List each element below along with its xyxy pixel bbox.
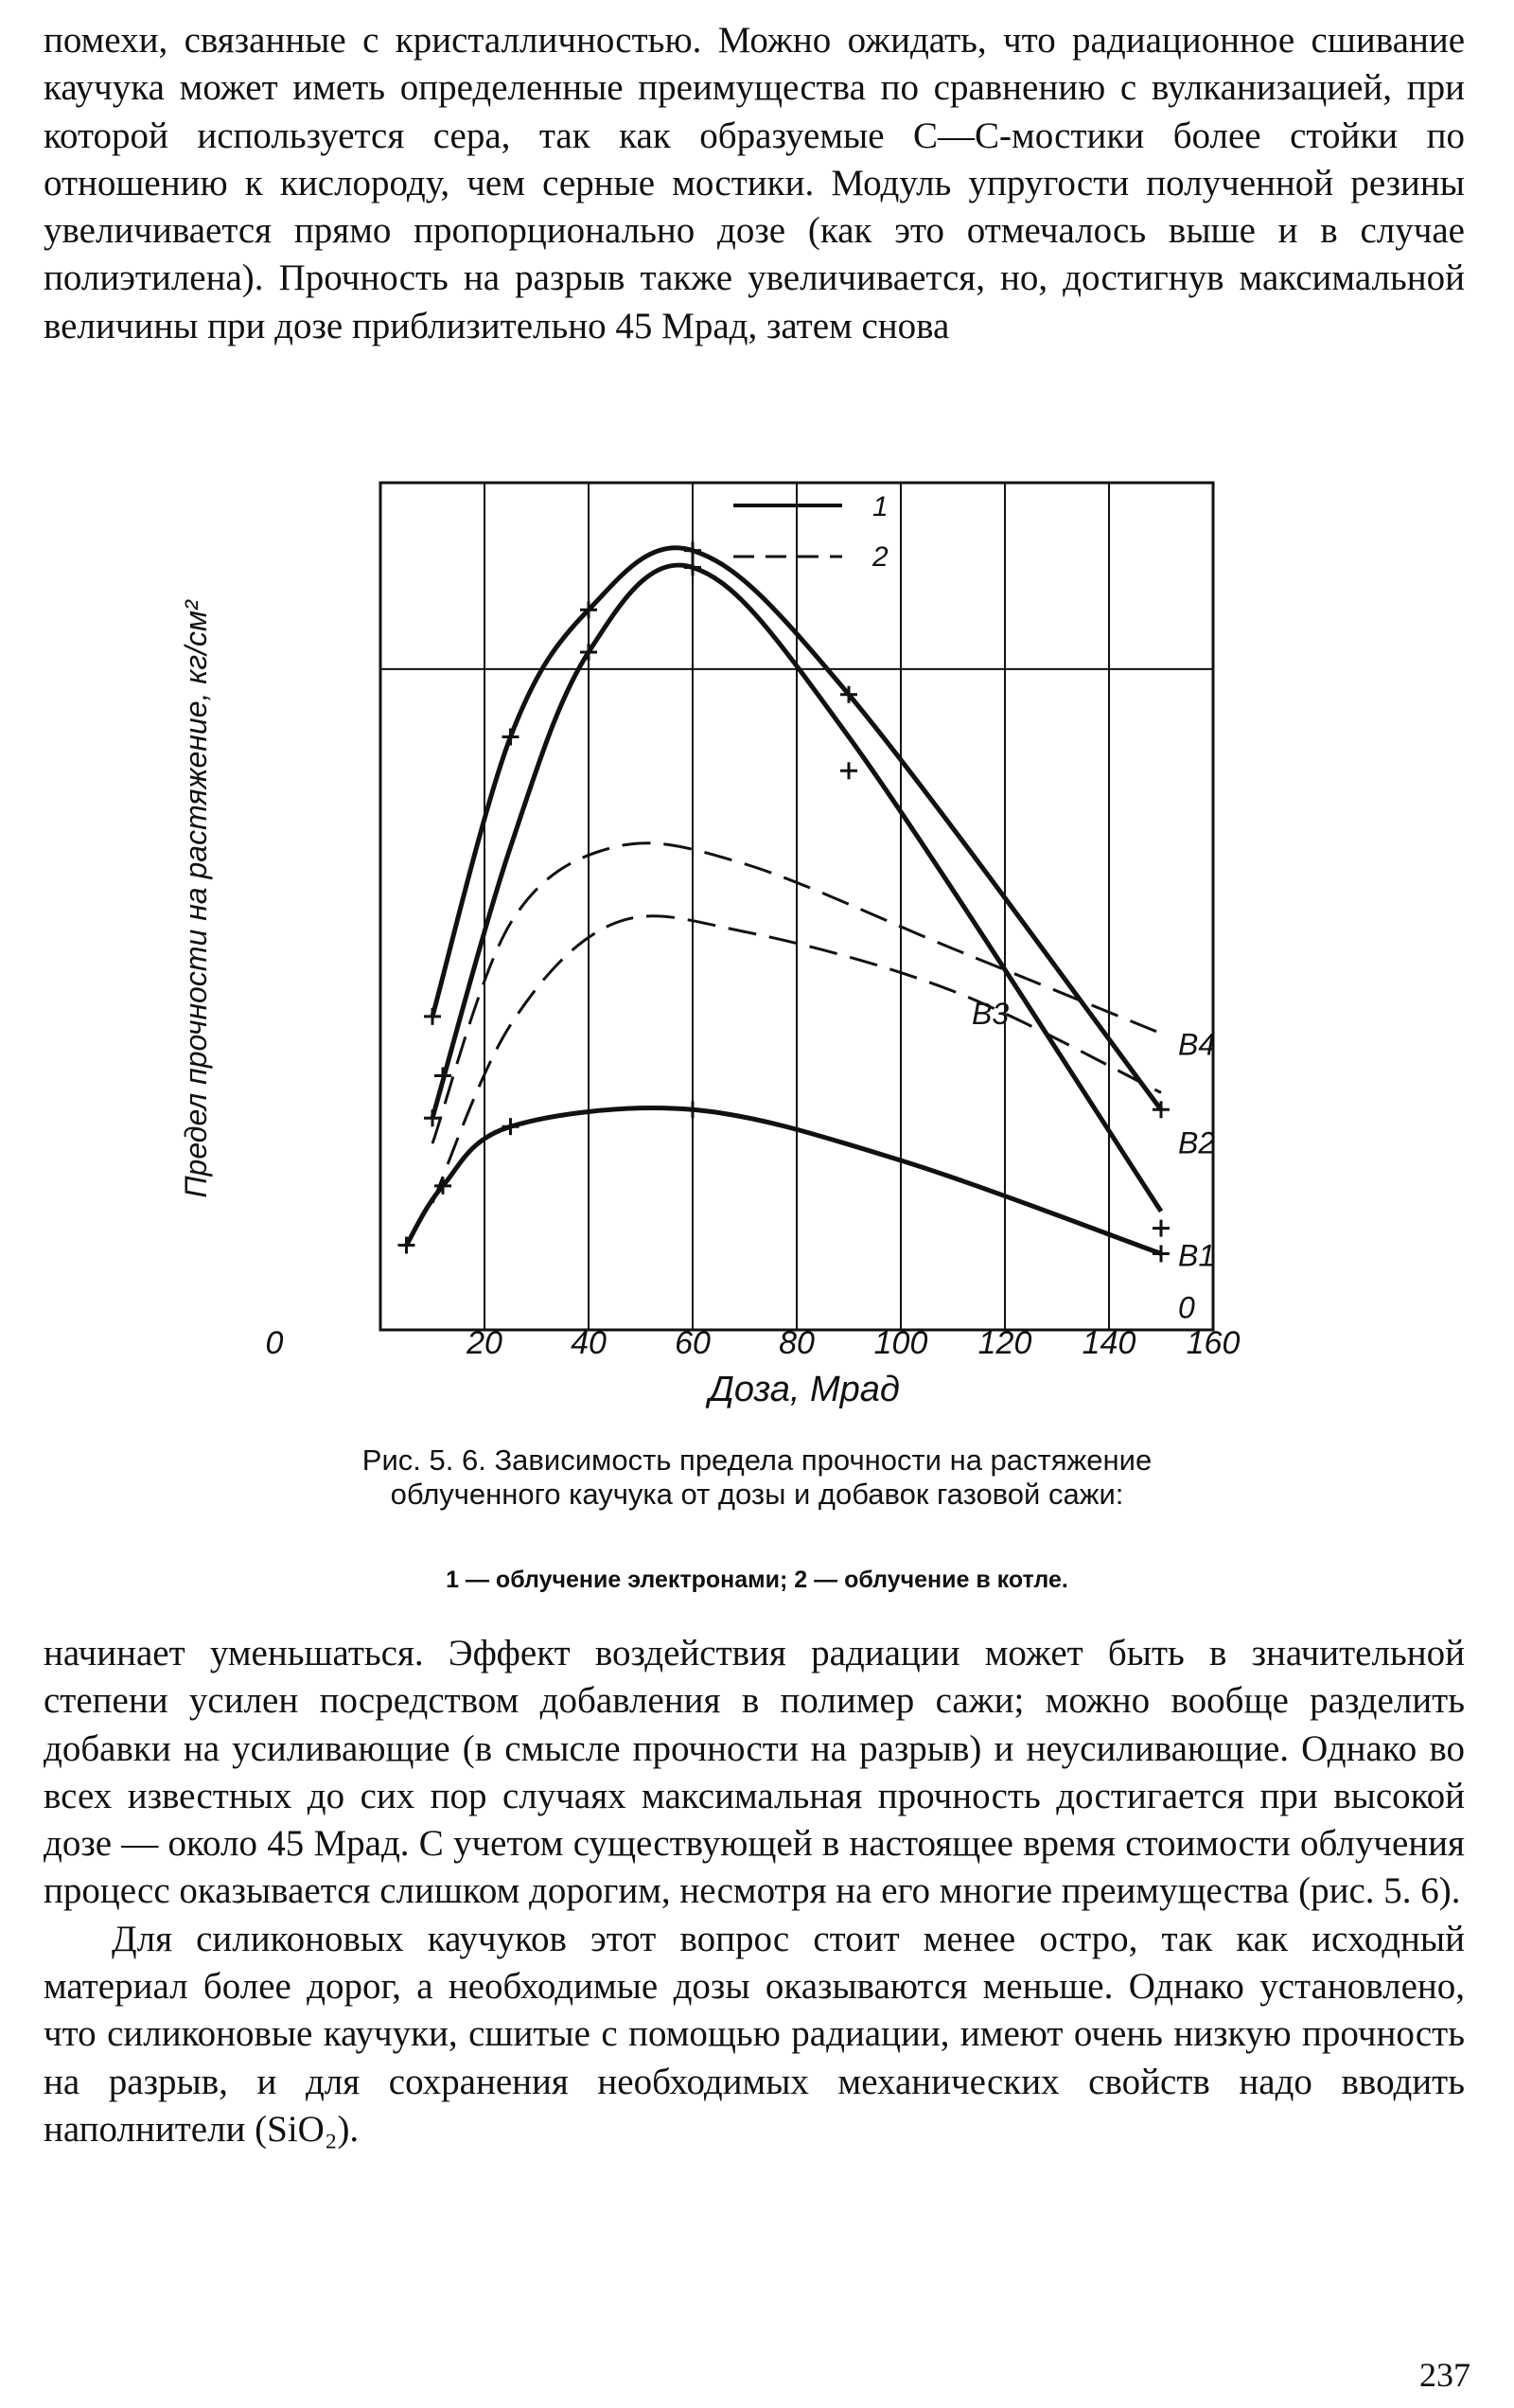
data-marker [502, 1118, 519, 1135]
paragraph-bottom: Для силиконовых каучуков этот вопрос стоит менее остро, так как исходный материал более дорог, а необходимые дозы оказываются меньше. Однако установлено, что силиконовые каучуки, сшитые с помощью радиации, имеют очень низкую прочность на разрыв, и для сохранения необходимых механических свойств надо вводить наполнители (SiO₂). [44, 1918, 1465, 2150]
data-marker [502, 729, 519, 746]
series-label-0: 0 [1178, 1290, 1195, 1325]
paragraph-top: помехи, связанные с кристалличностью. Можно ожидать, что радиационное сшивание каучука может иметь определенные преимущества по сравнению с вулканизацией, при которой используется сера, так как образуемые С—С-мостики более стойки по отношению к кислороду, чем серные мостики. Модуль упругости полученной резины увеличивается прямо пропорционально дозе (как это отмечалось выше и в случае полиэтилена). Прочность на разрыв также увеличивается, но, достигнув максимальной величины при дозе приблизительно 45 Мрад, затем снова [44, 20, 1465, 346]
paragraph-middle [44, 1630, 1465, 2153]
data-marker [424, 1008, 441, 1025]
x-tick-label: 100 [873, 1325, 928, 1361]
tensile-strength-chart [179, 464, 1277, 1410]
series-label-b1: B1 [1178, 1238, 1216, 1273]
chart-series [407, 548, 1162, 1254]
data-marker [1153, 1245, 1170, 1262]
series-line-0 [407, 1108, 1162, 1254]
series-label-b2: B2 [1178, 1125, 1216, 1160]
data-marker [684, 542, 701, 559]
legend-key-1: 1 [872, 491, 889, 522]
x-tick-label: 0 [265, 1325, 284, 1361]
legend-key-2: 2 [872, 541, 889, 573]
x-tick-label: 120 [977, 1325, 1032, 1361]
x-tick-label: 40 [571, 1325, 607, 1361]
y-axis-label: Предел прочности на растяжение, кг/см² [179, 600, 213, 1198]
series-label-b4: B4 [1178, 1027, 1216, 1062]
x-tick-label: 20 [467, 1325, 502, 1361]
data-marker [840, 762, 857, 779]
x-tick-label: 140 [1082, 1325, 1136, 1361]
x-axis-label: Доза, Мрад [709, 1370, 900, 1409]
series-labels [972, 997, 1215, 1325]
x-tick-label: 60 [675, 1325, 711, 1361]
series-label-b3: B3 [972, 996, 1010, 1031]
figure-legend-text: 1 — облучение электронами; 2 — облучение в котле. [446, 1567, 1068, 1593]
x-tick-label: 80 [779, 1325, 815, 1361]
legend [733, 491, 889, 573]
paragraph-middle-text: начинает уменьшаться. Эффект воздействия радиации может быть в значительной степени усилен посредством добавления в полимер сажи; можно вообще разделить добавки на усиливающие (в смысле прочности на разрыв) и неусиливающие. Однако во всех известных до сих пор случаях максимальная прочность достигается при высокой дозе — около 45 Мрад. С учетом существующей в настоящее время стоимости облучения процесс оказывается слишком дорогим, несмотря на его многие преимущества (рис. 5. 6). [44, 1633, 1465, 1912]
figure-caption: Рис. 5. 6. Зависимость предела прочности на растяжение облученного каучука от дозы и добавок газовой сажи: [361, 1443, 1153, 1511]
data-marker [684, 559, 701, 576]
data-marker [434, 1068, 451, 1085]
x-tick-label: 160 [1186, 1325, 1241, 1361]
page-number: 237 [1419, 2356, 1470, 2394]
data-marker [684, 1101, 701, 1118]
data-marker [1153, 1220, 1170, 1237]
chart-grid [380, 483, 1216, 1330]
